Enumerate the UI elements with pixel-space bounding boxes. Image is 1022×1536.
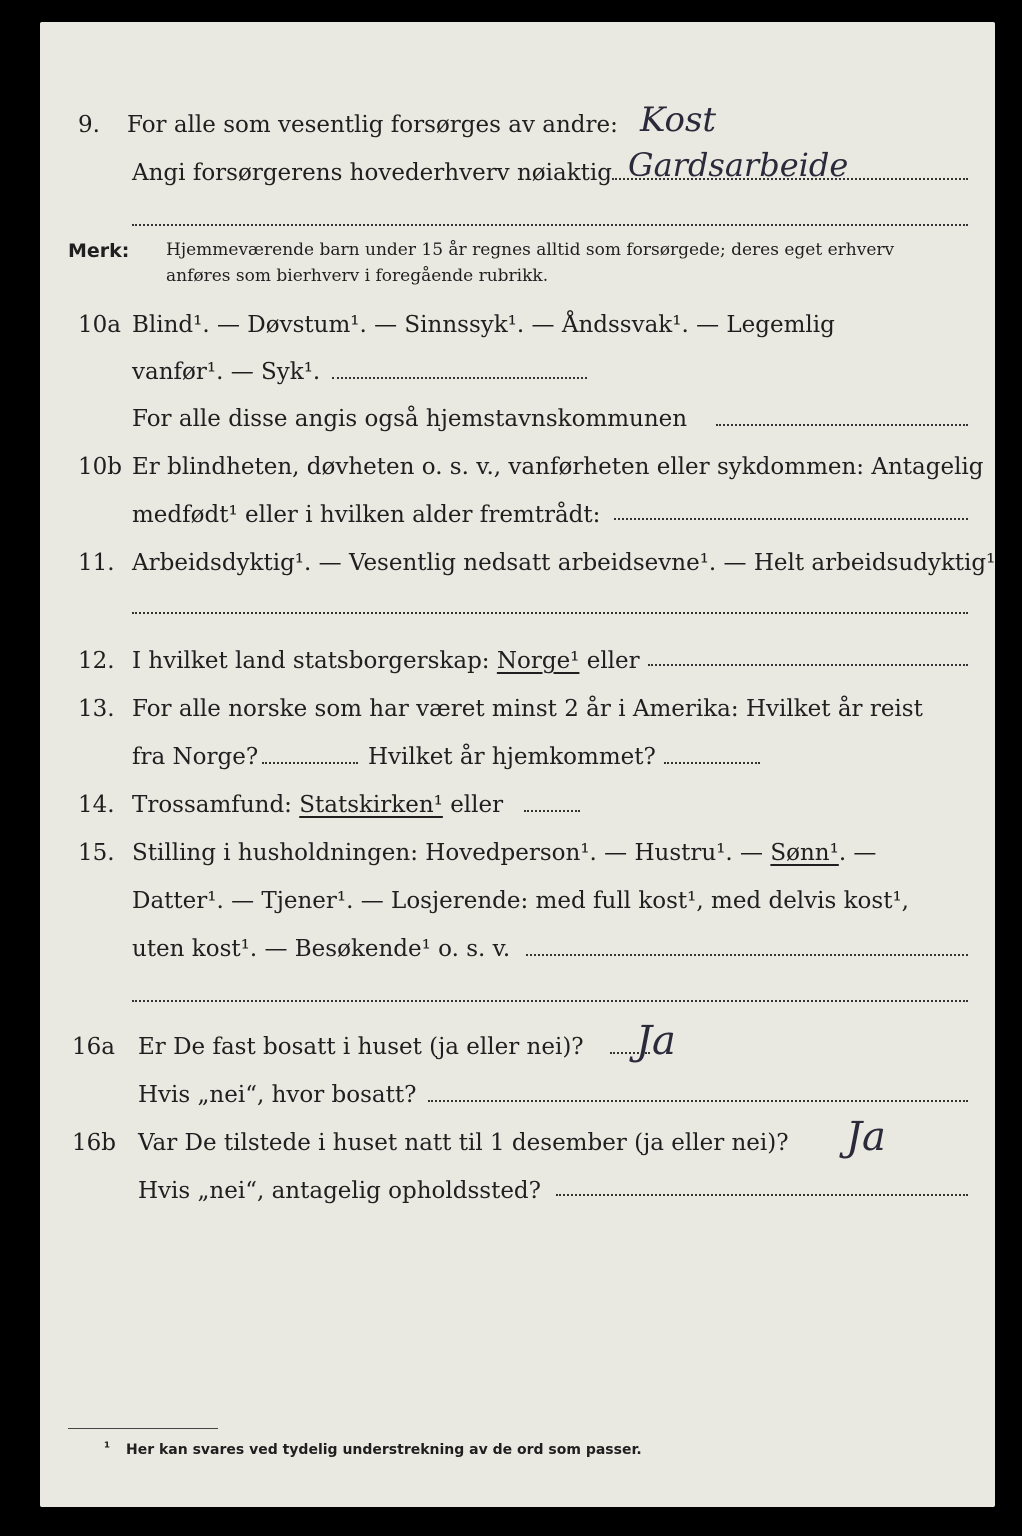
q12-number: 12. <box>78 648 115 674</box>
census-form-page <box>40 22 995 1507</box>
q10a-line2: vanfør¹. — Syk¹. <box>132 359 321 385</box>
merk-label: Merk: <box>68 240 130 262</box>
q14-line <box>132 792 503 818</box>
q9-line2: Angi forsørgerens hovederhverv nøiaktig <box>132 160 612 186</box>
q11-line1: Arbeidsdyktig¹. — Vesentlig nedsatt arbeidsevne¹. — Helt arbeidsudyktig¹ <box>132 550 996 576</box>
q10a-number: 10a <box>78 312 121 338</box>
q10b-line1: Er blindheten, døvheten o. s. v., vanførheten eller sykdommen: Antagelig <box>132 454 984 480</box>
q14-underlined-answer: Statskirken¹ <box>299 792 443 818</box>
q10b-number: 10b <box>78 454 122 480</box>
q15-underlined-answer: Sønn¹ <box>770 840 839 866</box>
q10a-syk-dotted-line <box>332 377 587 379</box>
q9-number: 9. <box>78 112 100 138</box>
merk-line1: Hjemmeværende barn under 15 år regnes alltid som forsørgede; deres eget erhverv <box>166 240 895 260</box>
q13-line2a: fra Norge? <box>132 744 259 770</box>
merk-line2: anføres som bierhverv i foregående rubrikk. <box>166 266 549 286</box>
q10a-line3: For alle disse angis også hjemstavnskommunen <box>132 406 688 432</box>
q13-line2b: Hvilket år hjemkommet? <box>368 744 656 770</box>
q16a-line2: Hvis „nei“, hvor bosatt? <box>138 1082 417 1108</box>
q14-post: eller <box>450 792 504 818</box>
q10b-dotted-line <box>614 518 968 520</box>
q15-dotted-line <box>526 954 968 956</box>
q10a-hjemstavn-dotted-line <box>716 424 968 426</box>
q15-number: 15. <box>78 840 115 866</box>
q16b-line2: Hvis „nei“, antagelig opholdssted? <box>138 1178 541 1204</box>
q9-line1: For alle som vesentlig forsørges av andre: <box>127 112 618 138</box>
q12-line <box>132 648 640 674</box>
q15-line2: Datter¹. — Tjener¹. — Losjerende: med full kost¹, med delvis kost¹, <box>132 888 909 914</box>
q12-dotted-line <box>648 664 968 666</box>
q11-dotted-line <box>132 612 968 614</box>
q11-number: 11. <box>78 550 115 576</box>
q12-post: eller <box>586 648 640 674</box>
q9-extra-dotted-line <box>132 224 968 226</box>
q16a-bosatt-dotted-line <box>428 1100 968 1102</box>
q16a-line1: Er De fast bosatt i huset (ja eller nei)? <box>138 1034 584 1060</box>
q16a-answer-handwritten: Ja <box>636 1018 676 1064</box>
q12-underlined-answer: Norge¹ <box>496 648 580 674</box>
q14-dotted-line <box>524 810 580 812</box>
q12-pre: I hvilket land statsborgerskap: <box>132 648 490 674</box>
q10b-line2: medfødt¹ eller i hvilken alder fremtrådt: <box>132 502 601 528</box>
q16b-answer-handwritten: Ja <box>846 1114 886 1160</box>
footnote-text: Her kan svares ved tydelig understrekning av de ord som passer. <box>126 1442 642 1458</box>
q15-extra-dotted-line <box>132 1000 968 1002</box>
q15-line1-post: . — <box>838 840 877 866</box>
footnote-mark: ¹ <box>104 1440 111 1456</box>
q13-reist-dotted-line <box>262 762 358 764</box>
q16b-line1: Var De tilstede i huset natt til 1 desember (ja eller nei)? <box>138 1130 789 1156</box>
q13-number: 13. <box>78 696 115 722</box>
q15-line3: uten kost¹. — Besøkende¹ o. s. v. <box>132 936 511 962</box>
q13-hjemkommet-dotted-line <box>664 762 760 764</box>
q14-number: 14. <box>78 792 115 818</box>
q16a-number: 16a <box>72 1034 115 1060</box>
q15-line1 <box>132 840 876 866</box>
q16b-opholdssted-dotted-line <box>556 1194 968 1196</box>
q9-answer-handwritten-2: Gardsarbeide <box>628 146 849 184</box>
q16b-number: 16b <box>72 1130 116 1156</box>
q14-pre: Trossamfund: <box>132 792 292 818</box>
q9-answer-handwritten-1: Kost <box>640 100 717 140</box>
q15-line1-pre: Stilling i husholdningen: Hovedperson¹. — Hustru¹. — <box>132 840 764 866</box>
footnote-rule <box>68 1428 218 1429</box>
q10a-line1: Blind¹. — Døvstum¹. — Sinnssyk¹. — Åndssvak¹. — Legemlig <box>132 312 835 338</box>
q13-line1: For alle norske som har været minst 2 år i Amerika: Hvilket år reist <box>132 696 923 722</box>
